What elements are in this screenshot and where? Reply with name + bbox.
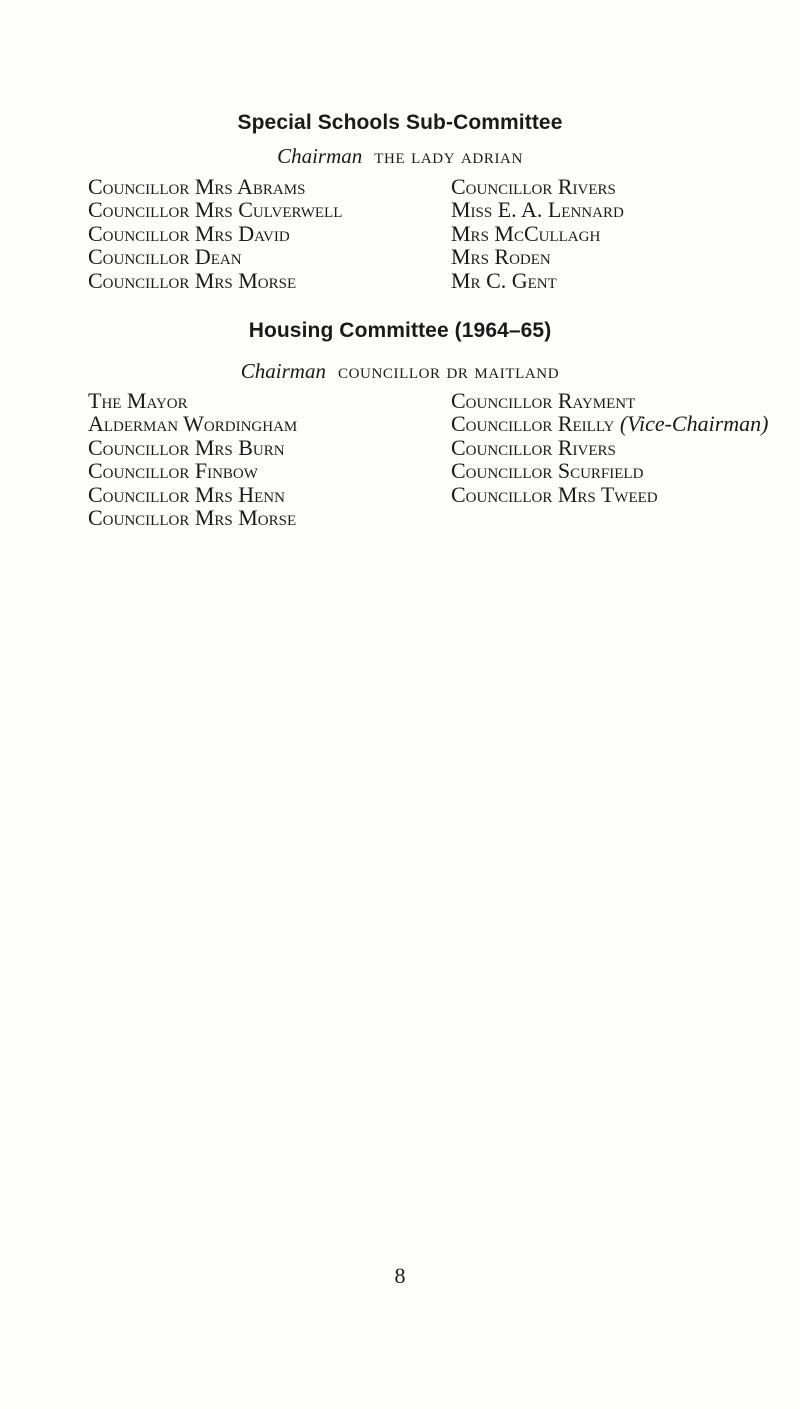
member-name: Councillor Mrs Morse — [88, 267, 297, 293]
committee-title-special-schools: Special Schools Sub-Committee — [237, 111, 563, 134]
member-name: Mr C. Gent — [451, 267, 557, 293]
member-name: Councillor Mrs David — [88, 220, 290, 246]
members-left-column — [88, 389, 297, 529]
member-name: Councillor Scurfield — [451, 458, 644, 484]
members-right-column — [451, 389, 769, 506]
member-name: The Mayor — [88, 388, 188, 413]
member-name: Councillor Rivers — [451, 174, 616, 199]
vice-chairman-note: (Vice-Chairman) — [619, 411, 769, 437]
member-name: Councillor Mrs Burn — [88, 434, 285, 460]
member-name: Alderman Wordingham — [88, 411, 298, 437]
page-number: 8 — [394, 1263, 406, 1288]
member-name: Councillor Mrs Abrams — [88, 174, 306, 199]
member-name: Councillor Dean — [88, 244, 242, 270]
member-name: Councillor Rivers — [451, 434, 616, 460]
committee-title-housing: Housing Committee (1964–65) — [248, 319, 552, 342]
member-name: Mrs McCullagh — [451, 220, 601, 246]
chairman-name: councillor dr maitland — [337, 359, 560, 383]
member-name: Councillor Mrs Morse — [88, 505, 297, 531]
member-row-vice-chairman — [451, 412, 769, 435]
members-left-column — [88, 175, 342, 292]
member-name: Councillor Reilly — [451, 411, 615, 437]
member-name: Miss E. A. Lennard — [451, 197, 624, 223]
member-name: Councillor Rayment — [451, 388, 636, 413]
member-name: Councillor Mrs Culverwell — [88, 197, 343, 223]
chairman-line-housing — [0, 359, 800, 384]
chairman-label: Chairman — [240, 359, 326, 383]
member-name: Mrs Roden — [451, 244, 551, 270]
member-name: Councillor Mrs Tweed — [451, 481, 658, 507]
chairman-line-special-schools — [0, 144, 800, 169]
chairman-label: Chairman — [277, 144, 363, 168]
member-name: Councillor Finbow — [88, 458, 258, 484]
chairman-name: the lady adrian — [374, 144, 523, 168]
member-name: Councillor Mrs Henn — [88, 481, 285, 507]
members-right-column — [451, 175, 624, 292]
